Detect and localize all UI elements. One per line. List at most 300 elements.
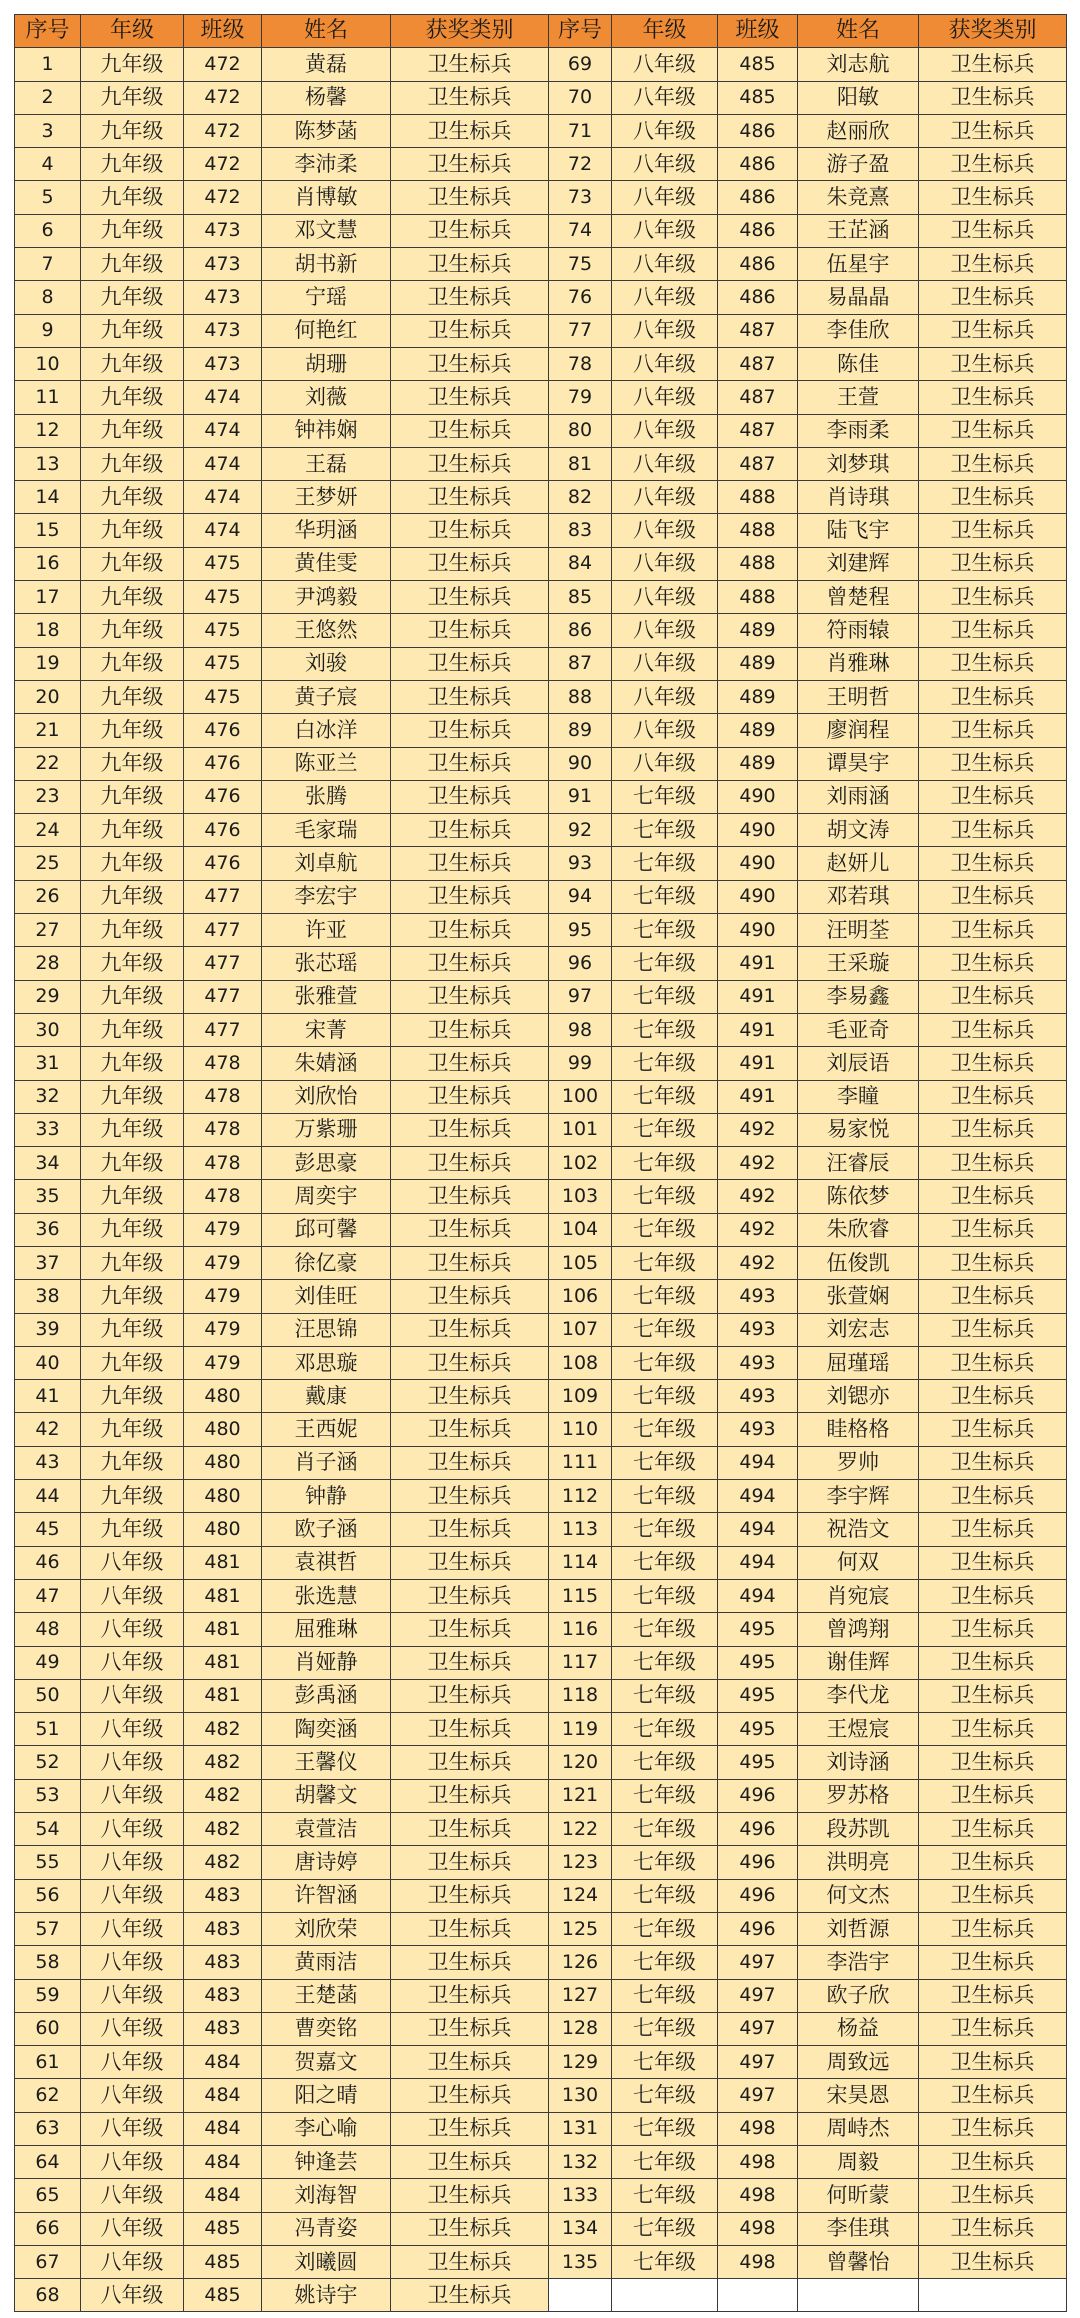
cell-award: 卫生标兵 xyxy=(919,814,1067,847)
cell-seq: 57 xyxy=(15,1912,81,1945)
table-row xyxy=(15,481,1067,514)
cell-seq: 97 xyxy=(549,980,612,1013)
cell-award: 卫生标兵 xyxy=(919,1013,1067,1046)
cell-seq: 123 xyxy=(549,1846,612,1879)
cell-seq: 124 xyxy=(549,1879,612,1912)
cell-grade: 七年级 xyxy=(612,2079,718,2112)
cell-name: 张萱娴 xyxy=(798,1280,919,1313)
header-award-right: 获奖类别 xyxy=(919,15,1067,48)
cell-name: 彭思豪 xyxy=(262,1147,391,1180)
cell-class: 486 xyxy=(718,281,798,314)
cell-seq: 7 xyxy=(15,248,81,281)
cell-name: 朱欣睿 xyxy=(798,1213,919,1246)
cell-name: 伍俊凯 xyxy=(798,1246,919,1279)
cell-award: 卫生标兵 xyxy=(391,2012,549,2045)
header-row xyxy=(15,15,1067,48)
cell-seq: 41 xyxy=(15,1380,81,1413)
cell-class: 472 xyxy=(184,148,262,181)
cell-name: 刘哲源 xyxy=(798,1912,919,1945)
cell-class: 483 xyxy=(184,1946,262,1979)
cell-seq: 94 xyxy=(549,880,612,913)
cell-name: 钟逢芸 xyxy=(262,2146,391,2179)
table-row xyxy=(15,1813,1067,1846)
cell-seq: 64 xyxy=(15,2146,81,2179)
table-row xyxy=(15,1912,1067,1945)
cell-name: 彭禹涵 xyxy=(262,1679,391,1712)
cell-award: 卫生标兵 xyxy=(919,780,1067,813)
cell-class: 489 xyxy=(718,714,798,747)
cell-name: 李雨柔 xyxy=(798,414,919,447)
cell-seq: 19 xyxy=(15,647,81,680)
cell-class: 483 xyxy=(184,2012,262,2045)
cell-class: 497 xyxy=(718,2046,798,2079)
cell-class: 473 xyxy=(184,214,262,247)
cell-seq: 20 xyxy=(15,680,81,713)
cell-grade: 八年级 xyxy=(81,1713,184,1746)
cell-grade: 七年级 xyxy=(612,1280,718,1313)
header-grade-right: 年级 xyxy=(612,15,718,48)
cell-award: 卫生标兵 xyxy=(919,1646,1067,1679)
cell-class: 486 xyxy=(718,148,798,181)
cell-seq: 119 xyxy=(549,1713,612,1746)
cell-grade: 七年级 xyxy=(612,1013,718,1046)
cell-grade: 九年级 xyxy=(81,980,184,1013)
cell-grade: 七年级 xyxy=(612,1047,718,1080)
cell-grade: 八年级 xyxy=(81,1613,184,1646)
cell-award: 卫生标兵 xyxy=(391,314,549,347)
cell-class: 479 xyxy=(184,1280,262,1313)
cell-class: 474 xyxy=(184,481,262,514)
cell-grade: 七年级 xyxy=(612,847,718,880)
cell-grade: 九年级 xyxy=(81,1147,184,1180)
cell-award: 卫生标兵 xyxy=(391,980,549,1013)
cell-award: 卫生标兵 xyxy=(919,1280,1067,1313)
cell-seq: 22 xyxy=(15,747,81,780)
cell-award: 卫生标兵 xyxy=(391,2212,549,2245)
cell-class: 493 xyxy=(718,1280,798,1313)
cell-name: 胡书新 xyxy=(262,248,391,281)
cell-seq: 127 xyxy=(549,1979,612,2012)
cell-award: 卫生标兵 xyxy=(391,481,549,514)
cell-award: 卫生标兵 xyxy=(919,1180,1067,1213)
cell-seq: 72 xyxy=(549,148,612,181)
cell-grade: 九年级 xyxy=(81,647,184,680)
cell-name: 刘薇 xyxy=(262,381,391,414)
cell-grade: 七年级 xyxy=(612,2212,718,2245)
cell-seq: 63 xyxy=(15,2112,81,2145)
cell-name: 赵妍儿 xyxy=(798,847,919,880)
table-row xyxy=(15,48,1067,81)
cell-name: 宁瑶 xyxy=(262,281,391,314)
empty-cell xyxy=(612,2279,718,2312)
cell-class: 486 xyxy=(718,114,798,147)
cell-grade: 八年级 xyxy=(612,747,718,780)
cell-class: 497 xyxy=(718,2079,798,2112)
cell-name: 黄磊 xyxy=(262,48,391,81)
cell-grade: 七年级 xyxy=(612,780,718,813)
cell-award: 卫生标兵 xyxy=(391,814,549,847)
cell-seq: 99 xyxy=(549,1047,612,1080)
cell-grade: 九年级 xyxy=(81,947,184,980)
cell-award: 卫生标兵 xyxy=(391,1513,549,1546)
cell-award: 卫生标兵 xyxy=(919,1613,1067,1646)
cell-grade: 九年级 xyxy=(81,1513,184,1546)
cell-seq: 46 xyxy=(15,1546,81,1579)
cell-class: 472 xyxy=(184,181,262,214)
cell-name: 李宇辉 xyxy=(798,1480,919,1513)
cell-award: 卫生标兵 xyxy=(391,381,549,414)
cell-class: 497 xyxy=(718,1946,798,1979)
cell-grade: 九年级 xyxy=(81,81,184,114)
cell-class: 479 xyxy=(184,1213,262,1246)
cell-grade: 九年级 xyxy=(81,1013,184,1046)
cell-award: 卫生标兵 xyxy=(919,1546,1067,1579)
cell-award: 卫生标兵 xyxy=(391,914,549,947)
cell-award: 卫生标兵 xyxy=(919,1147,1067,1180)
cell-class: 484 xyxy=(184,2079,262,2112)
table-row xyxy=(15,1047,1067,1080)
cell-grade: 八年级 xyxy=(81,2245,184,2278)
cell-seq: 135 xyxy=(549,2245,612,2278)
cell-grade: 九年级 xyxy=(81,447,184,480)
cell-seq: 92 xyxy=(549,814,612,847)
empty-cell xyxy=(549,2279,612,2312)
cell-seq: 27 xyxy=(15,914,81,947)
cell-grade: 八年级 xyxy=(81,2212,184,2245)
cell-award: 卫生标兵 xyxy=(919,2079,1067,2112)
cell-award: 卫生标兵 xyxy=(919,1413,1067,1446)
cell-award: 卫生标兵 xyxy=(391,1912,549,1945)
cell-award: 卫生标兵 xyxy=(391,1713,549,1746)
cell-class: 487 xyxy=(718,347,798,380)
cell-seq: 15 xyxy=(15,514,81,547)
cell-award: 卫生标兵 xyxy=(919,1213,1067,1246)
cell-seq: 115 xyxy=(549,1579,612,1612)
table-row xyxy=(15,1080,1067,1113)
cell-seq: 43 xyxy=(15,1446,81,1479)
cell-class: 472 xyxy=(184,48,262,81)
cell-award: 卫生标兵 xyxy=(919,248,1067,281)
cell-award: 卫生标兵 xyxy=(919,647,1067,680)
cell-grade: 九年级 xyxy=(81,1446,184,1479)
cell-award: 卫生标兵 xyxy=(391,1446,549,1479)
cell-grade: 八年级 xyxy=(612,381,718,414)
cell-award: 卫生标兵 xyxy=(919,1912,1067,1945)
cell-name: 曾楚程 xyxy=(798,581,919,614)
cell-seq: 114 xyxy=(549,1546,612,1579)
cell-class: 482 xyxy=(184,1779,262,1812)
cell-grade: 七年级 xyxy=(612,1413,718,1446)
cell-name: 谭昊宇 xyxy=(798,747,919,780)
cell-seq: 82 xyxy=(549,481,612,514)
cell-name: 何昕蒙 xyxy=(798,2179,919,2212)
cell-grade: 七年级 xyxy=(612,1613,718,1646)
cell-award: 卫生标兵 xyxy=(919,2112,1067,2145)
cell-seq: 48 xyxy=(15,1613,81,1646)
cell-name: 肖宛宸 xyxy=(798,1579,919,1612)
cell-name: 李沛柔 xyxy=(262,148,391,181)
cell-seq: 12 xyxy=(15,414,81,447)
cell-grade: 七年级 xyxy=(612,1380,718,1413)
cell-name: 阳敏 xyxy=(798,81,919,114)
table-row xyxy=(15,414,1067,447)
cell-name: 易晶晶 xyxy=(798,281,919,314)
cell-grade: 九年级 xyxy=(81,780,184,813)
cell-class: 498 xyxy=(718,2245,798,2278)
cell-seq: 116 xyxy=(549,1613,612,1646)
cell-award: 卫生标兵 xyxy=(919,381,1067,414)
cell-grade: 七年级 xyxy=(612,2179,718,2212)
cell-name: 刘建辉 xyxy=(798,547,919,580)
cell-class: 478 xyxy=(184,1113,262,1146)
cell-seq: 18 xyxy=(15,614,81,647)
cell-seq: 70 xyxy=(549,81,612,114)
cell-class: 488 xyxy=(718,581,798,614)
cell-award: 卫生标兵 xyxy=(919,281,1067,314)
table-row xyxy=(15,1613,1067,1646)
cell-class: 483 xyxy=(184,1879,262,1912)
cell-award: 卫生标兵 xyxy=(919,1779,1067,1812)
cell-name: 胡珊 xyxy=(262,347,391,380)
cell-name: 邓思璇 xyxy=(262,1346,391,1379)
cell-name: 冯青姿 xyxy=(262,2212,391,2245)
cell-award: 卫生标兵 xyxy=(919,1446,1067,1479)
cell-grade: 九年级 xyxy=(81,1213,184,1246)
cell-grade: 七年级 xyxy=(612,1946,718,1979)
cell-class: 483 xyxy=(184,1912,262,1945)
cell-class: 496 xyxy=(718,1879,798,1912)
cell-class: 476 xyxy=(184,714,262,747)
cell-name: 刘欣荣 xyxy=(262,1912,391,1945)
cell-grade: 九年级 xyxy=(81,547,184,580)
cell-grade: 七年级 xyxy=(612,1213,718,1246)
cell-award: 卫生标兵 xyxy=(919,1846,1067,1879)
cell-grade: 八年级 xyxy=(612,81,718,114)
cell-name: 刘辰语 xyxy=(798,1047,919,1080)
cell-award: 卫生标兵 xyxy=(919,1313,1067,1346)
table-row xyxy=(15,2179,1067,2212)
cell-seq: 117 xyxy=(549,1646,612,1679)
cell-class: 492 xyxy=(718,1246,798,1279)
cell-name: 袁祺哲 xyxy=(262,1546,391,1579)
table-row xyxy=(15,281,1067,314)
cell-grade: 七年级 xyxy=(612,1313,718,1346)
cell-name: 肖诗琪 xyxy=(798,481,919,514)
cell-name: 宋菁 xyxy=(262,1013,391,1046)
cell-grade: 八年级 xyxy=(612,447,718,480)
cell-grade: 九年级 xyxy=(81,914,184,947)
cell-class: 473 xyxy=(184,314,262,347)
cell-class: 488 xyxy=(718,547,798,580)
cell-award: 卫生标兵 xyxy=(919,1346,1067,1379)
cell-grade: 九年级 xyxy=(81,614,184,647)
cell-award: 卫生标兵 xyxy=(919,114,1067,147)
cell-name: 洪明亮 xyxy=(798,1846,919,1879)
cell-class: 492 xyxy=(718,1113,798,1146)
cell-award: 卫生标兵 xyxy=(391,1646,549,1679)
cell-class: 492 xyxy=(718,1180,798,1213)
cell-class: 490 xyxy=(718,914,798,947)
cell-award: 卫生标兵 xyxy=(919,880,1067,913)
cell-name: 黄子宸 xyxy=(262,680,391,713)
table-row xyxy=(15,547,1067,580)
cell-name: 李佳琪 xyxy=(798,2212,919,2245)
table-row xyxy=(15,914,1067,947)
cell-class: 495 xyxy=(718,1746,798,1779)
cell-seq: 112 xyxy=(549,1480,612,1513)
cell-class: 485 xyxy=(184,2245,262,2278)
cell-name: 白冰洋 xyxy=(262,714,391,747)
cell-class: 491 xyxy=(718,1080,798,1113)
cell-seq: 76 xyxy=(549,281,612,314)
cell-award: 卫生标兵 xyxy=(391,1313,549,1346)
cell-name: 曾馨怡 xyxy=(798,2245,919,2278)
cell-award: 卫生标兵 xyxy=(391,347,549,380)
cell-name: 戴康 xyxy=(262,1380,391,1413)
cell-seq: 59 xyxy=(15,1979,81,2012)
cell-seq: 113 xyxy=(549,1513,612,1546)
cell-award: 卫生标兵 xyxy=(919,547,1067,580)
table-row xyxy=(15,2112,1067,2145)
cell-grade: 九年级 xyxy=(81,114,184,147)
cell-class: 476 xyxy=(184,747,262,780)
cell-award: 卫生标兵 xyxy=(919,1813,1067,1846)
cell-seq: 50 xyxy=(15,1679,81,1712)
cell-seq: 108 xyxy=(549,1346,612,1379)
cell-grade: 八年级 xyxy=(612,181,718,214)
cell-name: 汪睿辰 xyxy=(798,1147,919,1180)
cell-award: 卫生标兵 xyxy=(391,714,549,747)
cell-award: 卫生标兵 xyxy=(391,1147,549,1180)
cell-seq: 44 xyxy=(15,1480,81,1513)
table-row xyxy=(15,1380,1067,1413)
cell-name: 邱可馨 xyxy=(262,1213,391,1246)
table-row xyxy=(15,647,1067,680)
cell-grade: 七年级 xyxy=(612,880,718,913)
cell-seq: 60 xyxy=(15,2012,81,2045)
cell-grade: 八年级 xyxy=(612,714,718,747)
cell-class: 489 xyxy=(718,614,798,647)
cell-grade: 七年级 xyxy=(612,1480,718,1513)
cell-seq: 88 xyxy=(549,680,612,713)
cell-seq: 121 xyxy=(549,1779,612,1812)
cell-class: 494 xyxy=(718,1446,798,1479)
cell-award: 卫生标兵 xyxy=(919,914,1067,947)
cell-class: 495 xyxy=(718,1613,798,1646)
cell-award: 卫生标兵 xyxy=(391,2245,549,2278)
cell-name: 何艳红 xyxy=(262,314,391,347)
cell-grade: 八年级 xyxy=(81,1546,184,1579)
cell-award: 卫生标兵 xyxy=(919,1679,1067,1712)
cell-class: 478 xyxy=(184,1180,262,1213)
cell-class: 494 xyxy=(718,1513,798,1546)
cell-award: 卫生标兵 xyxy=(391,647,549,680)
cell-grade: 七年级 xyxy=(612,1513,718,1546)
cell-award: 卫生标兵 xyxy=(919,1480,1067,1513)
cell-grade: 八年级 xyxy=(81,1879,184,1912)
cell-grade: 九年级 xyxy=(81,814,184,847)
cell-name: 陈依梦 xyxy=(798,1180,919,1213)
cell-seq: 55 xyxy=(15,1846,81,1879)
cell-grade: 七年级 xyxy=(612,1713,718,1746)
cell-seq: 87 xyxy=(549,647,612,680)
cell-class: 475 xyxy=(184,547,262,580)
cell-seq: 100 xyxy=(549,1080,612,1113)
cell-seq: 62 xyxy=(15,2079,81,2112)
cell-name: 许亚 xyxy=(262,914,391,947)
cell-grade: 九年级 xyxy=(81,314,184,347)
cell-seq: 23 xyxy=(15,780,81,813)
cell-name: 王芷涵 xyxy=(798,214,919,247)
cell-award: 卫生标兵 xyxy=(919,181,1067,214)
cell-name: 杨馨 xyxy=(262,81,391,114)
cell-award: 卫生标兵 xyxy=(919,1746,1067,1779)
table-row xyxy=(15,181,1067,214)
cell-grade: 九年级 xyxy=(81,1480,184,1513)
cell-grade: 七年级 xyxy=(612,1846,718,1879)
cell-name: 胡文涛 xyxy=(798,814,919,847)
cell-award: 卫生标兵 xyxy=(391,81,549,114)
cell-name: 钟静 xyxy=(262,1480,391,1513)
table-row xyxy=(15,847,1067,880)
cell-award: 卫生标兵 xyxy=(919,1246,1067,1279)
cell-class: 476 xyxy=(184,847,262,880)
cell-seq: 107 xyxy=(549,1313,612,1346)
cell-award: 卫生标兵 xyxy=(391,514,549,547)
cell-seq: 80 xyxy=(549,414,612,447)
cell-name: 罗帅 xyxy=(798,1446,919,1479)
table-row xyxy=(15,1879,1067,1912)
cell-seq: 111 xyxy=(549,1446,612,1479)
cell-class: 475 xyxy=(184,647,262,680)
cell-award: 卫生标兵 xyxy=(919,148,1067,181)
cell-seq: 110 xyxy=(549,1413,612,1446)
cell-seq: 13 xyxy=(15,447,81,480)
cell-name: 周峙杰 xyxy=(798,2112,919,2145)
cell-seq: 67 xyxy=(15,2245,81,2278)
cell-class: 474 xyxy=(184,447,262,480)
cell-name: 宋昊恩 xyxy=(798,2079,919,2112)
cell-name: 张芯瑶 xyxy=(262,947,391,980)
cell-class: 498 xyxy=(718,2112,798,2145)
cell-grade: 八年级 xyxy=(612,547,718,580)
cell-class: 486 xyxy=(718,214,798,247)
table-row xyxy=(15,2146,1067,2179)
cell-award: 卫生标兵 xyxy=(391,1113,549,1146)
cell-award: 卫生标兵 xyxy=(391,2146,549,2179)
cell-name: 王馨仪 xyxy=(262,1746,391,1779)
cell-seq: 47 xyxy=(15,1579,81,1612)
cell-award: 卫生标兵 xyxy=(391,780,549,813)
cell-grade: 七年级 xyxy=(612,947,718,980)
cell-seq: 133 xyxy=(549,2179,612,2212)
cell-grade: 八年级 xyxy=(81,2079,184,2112)
cell-name: 邓文慧 xyxy=(262,214,391,247)
cell-class: 479 xyxy=(184,1346,262,1379)
cell-seq: 40 xyxy=(15,1346,81,1379)
cell-seq: 66 xyxy=(15,2212,81,2245)
cell-award: 卫生标兵 xyxy=(391,680,549,713)
cell-grade: 八年级 xyxy=(612,581,718,614)
cell-name: 李心喻 xyxy=(262,2112,391,2145)
table-row xyxy=(15,880,1067,913)
cell-class: 493 xyxy=(718,1313,798,1346)
cell-award: 卫生标兵 xyxy=(391,1846,549,1879)
table-row xyxy=(15,1846,1067,1879)
cell-class: 482 xyxy=(184,1713,262,1746)
cell-class: 490 xyxy=(718,880,798,913)
cell-seq: 81 xyxy=(549,447,612,480)
